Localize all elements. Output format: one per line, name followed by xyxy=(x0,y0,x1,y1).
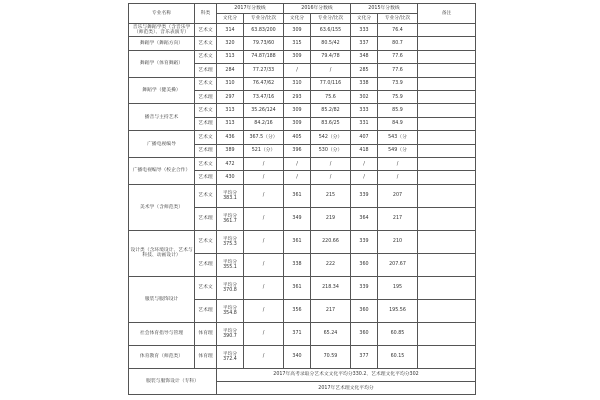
culture-2015-cell: / xyxy=(351,157,378,170)
remarks-cell xyxy=(418,104,476,117)
prof-2017-cell: / xyxy=(244,299,284,322)
culture-2015-cell: 285 xyxy=(351,64,378,77)
culture-2017-cell xyxy=(217,322,244,345)
subheader-culture-2015: 文化分 xyxy=(351,14,378,24)
prof-2015-cell: / xyxy=(378,157,418,170)
table-row xyxy=(129,104,476,117)
subject-cell: 艺术文 xyxy=(195,37,217,50)
subject-cell: 艺术文 xyxy=(195,184,217,207)
prof-2017-cell: 77.27/33 xyxy=(244,64,284,77)
culture-2017-cell xyxy=(217,253,244,276)
prof-2016-cell: 70.59 xyxy=(311,345,351,368)
culture-2015-cell: 333 xyxy=(351,104,378,117)
culture-2015-cell: 339 xyxy=(351,276,378,299)
prof-2017-cell: / xyxy=(244,322,284,345)
remarks-cell xyxy=(418,37,476,50)
culture-2017-cell: 297 xyxy=(217,90,244,103)
table-row xyxy=(129,131,476,144)
subject-cell: 艺术文 xyxy=(195,131,217,144)
prof-2015-cell: 84.9 xyxy=(378,117,418,130)
subheader-prof-2015: 专业分/比次 xyxy=(378,14,418,24)
prof-2016-cell: 75.6 xyxy=(311,90,351,103)
average-label: 平均分 xyxy=(222,236,238,242)
major-name-cell: 美术学（含师范类） xyxy=(129,184,195,230)
subheader-culture-2017: 文化分 xyxy=(217,14,244,24)
culture-2015-cell: 339 xyxy=(351,230,378,253)
prof-2016-cell: 83.6/25 xyxy=(311,117,351,130)
remarks-cell xyxy=(418,276,476,299)
major-name-cell: 社会体育指导与管理 xyxy=(129,322,195,345)
subject-cell: 艺术理 xyxy=(195,90,217,103)
subject-cell: 艺术理 xyxy=(195,299,217,322)
table-row xyxy=(129,184,476,207)
major-name-cell: 音乐与舞蹈学类（含音乐学（师范类）、音乐表演专） xyxy=(129,24,195,37)
major-name-cell: 舞蹈学（舞蹈方向） xyxy=(129,37,195,50)
culture-2015-cell: 331 xyxy=(351,117,378,130)
culture-value: 372.4 xyxy=(223,356,237,362)
subject-cell: 体育理 xyxy=(195,345,217,368)
culture-2015-cell: / xyxy=(351,171,378,184)
header-subject: 科类 xyxy=(195,4,217,24)
culture-value: 361.7 xyxy=(223,218,237,224)
culture-2017-cell xyxy=(217,299,244,322)
header-remarks: 备注 xyxy=(418,4,476,24)
prof-2017-cell: 35.26/124 xyxy=(244,104,284,117)
culture-2016-cell: 356 xyxy=(284,299,311,322)
remarks-cell xyxy=(418,157,476,170)
culture-2017-cell xyxy=(217,276,244,299)
header-2017: 2017年分数线 xyxy=(217,4,284,14)
subject-cell: 艺术文 xyxy=(195,157,217,170)
culture-value: 375.3 xyxy=(223,241,237,247)
culture-2016-cell: 309 xyxy=(284,50,311,63)
culture-2017-cell: 313 xyxy=(217,117,244,130)
table-row xyxy=(129,37,476,50)
remarks-cell xyxy=(418,230,476,253)
prof-2016-cell: 65.24 xyxy=(311,322,351,345)
prof-2016-cell: 220.66 xyxy=(311,230,351,253)
culture-2016-cell: 315 xyxy=(284,37,311,50)
prof-2017-cell: 521（分） xyxy=(244,144,284,157)
subject-cell: 艺术文 xyxy=(195,276,217,299)
culture-2015-cell: 364 xyxy=(351,207,378,230)
subject-cell: 艺术理 xyxy=(195,253,217,276)
prof-2017-cell: 74.87/188 xyxy=(244,50,284,63)
culture-2017-cell: 313 xyxy=(217,50,244,63)
prof-2017-cell: / xyxy=(244,184,284,207)
subject-cell: 艺术理 xyxy=(195,64,217,77)
culture-2017-cell: 430 xyxy=(217,171,244,184)
remarks-cell xyxy=(418,144,476,157)
average-label: 平均分 xyxy=(222,259,238,265)
table-row xyxy=(129,24,476,37)
prof-2015-cell: 60.85 xyxy=(378,322,418,345)
header-major: 专业名称 xyxy=(129,4,195,24)
prof-2015-cell: 195.56 xyxy=(378,299,418,322)
subject-cell: 艺术理 xyxy=(195,207,217,230)
culture-2015-cell: 360 xyxy=(351,299,378,322)
major-name-cell: 舞蹈学（健美操） xyxy=(129,77,195,104)
prof-2017-cell: / xyxy=(244,253,284,276)
remarks-cell xyxy=(418,90,476,103)
table-row xyxy=(129,50,476,63)
remarks-cell xyxy=(418,24,476,37)
prof-2017-cell: 367.5（分） xyxy=(244,131,284,144)
prof-2017-cell: / xyxy=(244,207,284,230)
culture-value: 370.8 xyxy=(223,287,237,293)
prof-2016-cell: 542（分） xyxy=(311,131,351,144)
culture-2016-cell: 349 xyxy=(284,207,311,230)
prof-2017-cell: 73.47/16 xyxy=(244,90,284,103)
average-label: 平均分 xyxy=(222,305,238,311)
table-row xyxy=(129,77,476,90)
prof-2015-cell: 75.9 xyxy=(378,90,418,103)
subject-cell: 艺术文 xyxy=(195,104,217,117)
major-name-cell: 播音与主持艺术 xyxy=(129,104,195,131)
major-name-cell: 体育教育（师范类） xyxy=(129,345,195,368)
culture-2017-cell xyxy=(217,207,244,230)
average-label: 平均分 xyxy=(222,328,238,334)
culture-value: 383.1 xyxy=(223,195,237,201)
remarks-cell xyxy=(418,322,476,345)
culture-2016-cell: 309 xyxy=(284,117,311,130)
prof-2015-cell: 73.9 xyxy=(378,77,418,90)
prof-2015-cell: 77.6 xyxy=(378,64,418,77)
header-2016: 2016年分数线 xyxy=(284,4,351,14)
culture-2015-cell: 348 xyxy=(351,50,378,63)
prof-2016-cell: 85.2/82 xyxy=(311,104,351,117)
prof-2016-cell: 217 xyxy=(311,299,351,322)
subheader-prof-2017: 专业分/比次 xyxy=(244,14,284,24)
prof-2016-cell: / xyxy=(311,64,351,77)
table-row xyxy=(129,322,476,345)
average-label: 平均分 xyxy=(222,190,238,196)
culture-value: 354.8 xyxy=(223,310,237,316)
culture-2017-cell xyxy=(217,230,244,253)
culture-2016-cell: 371 xyxy=(284,322,311,345)
subject-cell: 艺术理 xyxy=(195,117,217,130)
culture-2016-cell: 309 xyxy=(284,24,311,37)
major-name-cell: 广播电视编导（校企合作） xyxy=(129,157,195,184)
major-name-cell: 舞蹈学（体育舞蹈） xyxy=(129,50,195,77)
subject-cell: 艺术理 xyxy=(195,171,217,184)
culture-2016-cell: 361 xyxy=(284,276,311,299)
culture-2016-cell: 338 xyxy=(284,253,311,276)
remarks-cell xyxy=(418,117,476,130)
culture-2015-cell: 337 xyxy=(351,37,378,50)
culture-2015-cell: 333 xyxy=(351,24,378,37)
remarks-cell xyxy=(418,299,476,322)
culture-2017-cell xyxy=(217,184,244,207)
prof-2017-cell: 84.2/16 xyxy=(244,117,284,130)
prof-2017-cell: 79.73/60 xyxy=(244,37,284,50)
header-row xyxy=(129,4,476,14)
table-row xyxy=(129,345,476,368)
prof-2015-cell: 207.67 xyxy=(378,253,418,276)
remarks-cell xyxy=(418,171,476,184)
culture-2016-cell: 396 xyxy=(284,144,311,157)
culture-2015-cell: 407 xyxy=(351,131,378,144)
prof-2016-cell: / xyxy=(311,171,351,184)
prof-2017-cell: / xyxy=(244,230,284,253)
remarks-cell xyxy=(418,64,476,77)
culture-2017-cell: 314 xyxy=(217,24,244,37)
table-row xyxy=(129,157,476,170)
culture-2015-cell: 360 xyxy=(351,253,378,276)
average-label: 平均分 xyxy=(222,351,238,357)
prof-2016-cell: 219 xyxy=(311,207,351,230)
prof-2015-cell: 80.7 xyxy=(378,37,418,50)
culture-value: 355.1 xyxy=(223,264,237,270)
prof-2016-cell: 218.34 xyxy=(311,276,351,299)
prof-2016-cell: 77.0/116 xyxy=(311,77,351,90)
table-row xyxy=(129,276,476,299)
culture-2016-cell: 309 xyxy=(284,104,311,117)
culture-2017-cell: 389 xyxy=(217,144,244,157)
footer-note-line2: 2017年艺术理文化平均分 xyxy=(217,382,476,395)
prof-2016-cell: 63.6/155 xyxy=(311,24,351,37)
prof-2017-cell: / xyxy=(244,345,284,368)
prof-2015-cell: 217 xyxy=(378,207,418,230)
prof-2017-cell: / xyxy=(244,157,284,170)
footer-note-line1: 2017年高考录取分艺术文文化平均分330.2、艺术理文化平均分302 xyxy=(217,368,476,381)
subheader-prof-2016: 专业分/比次 xyxy=(311,14,351,24)
culture-2015-cell: 360 xyxy=(351,322,378,345)
culture-2016-cell: / xyxy=(284,157,311,170)
remarks-cell xyxy=(418,77,476,90)
major-name-cell: 服装与服饰设计 xyxy=(129,276,195,322)
prof-2016-cell: / xyxy=(311,157,351,170)
culture-2015-cell: 339 xyxy=(351,184,378,207)
culture-2015-cell: 377 xyxy=(351,345,378,368)
major-name-cell: 广播电视编导 xyxy=(129,131,195,158)
subject-cell: 艺术文 xyxy=(195,24,217,37)
culture-2016-cell: 340 xyxy=(284,345,311,368)
remarks-cell xyxy=(418,131,476,144)
culture-2016-cell: 361 xyxy=(284,184,311,207)
culture-2015-cell: 418 xyxy=(351,144,378,157)
footer-row xyxy=(129,368,476,381)
prof-2016-cell: 222 xyxy=(311,253,351,276)
culture-2016-cell: 310 xyxy=(284,77,311,90)
prof-2016-cell: 79.4/78 xyxy=(311,50,351,63)
remarks-cell xyxy=(418,253,476,276)
remarks-cell xyxy=(418,50,476,63)
culture-2015-cell: 302 xyxy=(351,90,378,103)
prof-2015-cell: 549（分 xyxy=(378,144,418,157)
culture-2016-cell: / xyxy=(284,171,311,184)
header-2015: 2015年分数线 xyxy=(351,4,418,14)
culture-2016-cell: 405 xyxy=(284,131,311,144)
remarks-cell xyxy=(418,207,476,230)
remarks-cell xyxy=(418,184,476,207)
culture-2017-cell: 284 xyxy=(217,64,244,77)
prof-2015-cell: 76.4 xyxy=(378,24,418,37)
prof-2016-cell: 80.5/42 xyxy=(311,37,351,50)
subject-cell: 艺术文 xyxy=(195,50,217,63)
culture-2017-cell: 310 xyxy=(217,77,244,90)
culture-2017-cell: 313 xyxy=(217,104,244,117)
major-name-cell: 设计类（含环境设计、艺术与科技、动画设计） xyxy=(129,230,195,276)
subject-cell: 艺术文 xyxy=(195,77,217,90)
table-row xyxy=(129,230,476,253)
prof-2015-cell: / xyxy=(378,171,418,184)
culture-2016-cell: 293 xyxy=(284,90,311,103)
culture-2017-cell: 320 xyxy=(217,37,244,50)
culture-value: 390.7 xyxy=(223,333,237,339)
prof-2015-cell: 85.9 xyxy=(378,104,418,117)
culture-2015-cell: 338 xyxy=(351,77,378,90)
prof-2015-cell: 60.15 xyxy=(378,345,418,368)
prof-2015-cell: 207 xyxy=(378,184,418,207)
average-label: 平均分 xyxy=(222,282,238,288)
footer-major-cell: 服装与服饰设计（专科） xyxy=(129,368,217,395)
culture-2016-cell: / xyxy=(284,64,311,77)
prof-2015-cell: 195 xyxy=(378,276,418,299)
prof-2017-cell: / xyxy=(244,276,284,299)
prof-2017-cell: / xyxy=(244,171,284,184)
prof-2015-cell: 210 xyxy=(378,230,418,253)
prof-2017-cell: 63.83/200 xyxy=(244,24,284,37)
prof-2015-cell: 77.6 xyxy=(378,50,418,63)
prof-2015-cell: 543（分 xyxy=(378,131,418,144)
prof-2016-cell: 530（分） xyxy=(311,144,351,157)
average-label: 平均分 xyxy=(222,213,238,219)
culture-2017-cell: 472 xyxy=(217,157,244,170)
subject-cell: 艺术理 xyxy=(195,144,217,157)
admission-score-table xyxy=(128,3,476,395)
prof-2017-cell: 76.47/62 xyxy=(244,77,284,90)
culture-2017-cell: 436 xyxy=(217,131,244,144)
remarks-cell xyxy=(418,345,476,368)
culture-2016-cell: 361 xyxy=(284,230,311,253)
culture-2017-cell xyxy=(217,345,244,368)
subheader-culture-2016: 文化分 xyxy=(284,14,311,24)
prof-2016-cell: 215 xyxy=(311,184,351,207)
subject-cell: 艺术文 xyxy=(195,230,217,253)
subject-cell: 体育理 xyxy=(195,322,217,345)
